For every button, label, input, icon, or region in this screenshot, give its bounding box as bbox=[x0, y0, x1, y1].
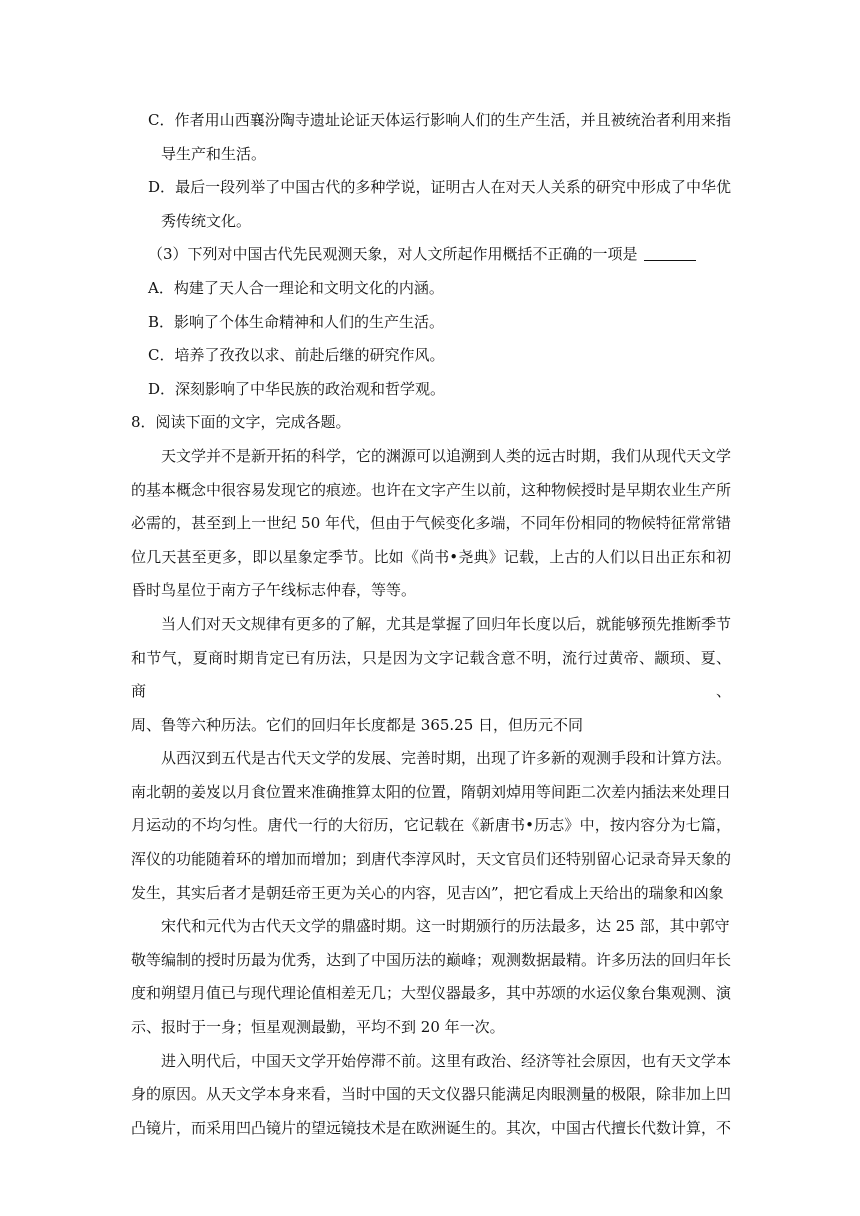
q8-p4-line2: 敬等编制的授时历最为优秀，达到了中国历法的巅峰；观测数据最精。许多历法的回归年长 bbox=[131, 950, 732, 969]
q7-sub3-option-a: A．构建了天人合一理论和文明文化的内涵。 bbox=[148, 278, 444, 297]
q7-sub3-option-d: D．深刻影响了中华民族的政治观和哲学观。 bbox=[148, 379, 446, 398]
q8-p2-line3: 周、鲁等六种历法。它们的回归年长度都是 365.25 日，但历元不同 bbox=[131, 715, 584, 734]
q8-p5-line2: 身的原因。从天文学本身来看，当时中国的天文仪器只能满足肉眼测量的极限，除非加上凹 bbox=[131, 1085, 732, 1104]
q7-sub3-option-b: B．影响了个体生命精神和人们的生产生活。 bbox=[148, 312, 445, 331]
document-content bbox=[131, 104, 731, 1145]
q8-p3-line1: 从西汉到五代是古代天文学的发展、完善时期，出现了许多新的观测手段和计算方法。 bbox=[161, 749, 732, 768]
q7-option-d-line2: 秀传统文化。 bbox=[161, 211, 252, 230]
q7-sub3-option-c: C．培养了孜孜以求、前赴后继的研究作风。 bbox=[148, 346, 445, 365]
q8-p3-line5: 发生，其实后者才是朝廷帝王更为关心的内容，见吉凶”，把它看成上天给出的瑞象和凶象 bbox=[131, 883, 724, 902]
q8-p2-line1: 当人们对天文规律有更多的了解，尤其是掌握了回归年长度以后，就能够预先推断季节 bbox=[161, 614, 732, 633]
q8-p3-line4: 浑仪的功能随着环的增加而增加；到唐代李淳风时，天文官员们还特别留心记录奇异天象的 bbox=[131, 850, 732, 869]
q7-sub3-stem: （3）下列对中国古代先民观测天象，对人文所起作用概括不正确的一项是 bbox=[148, 245, 638, 264]
q8-p4-line1: 宋代和元代为古代天文学的鼎盛时期。这一时期颁行的历法最多，达 25 部，其中郭守 bbox=[161, 917, 730, 936]
q7-sub3-stem-row bbox=[131, 238, 731, 272]
q8-p1-line4: 位几天甚至更多，即以星象定季节。比如《尚书•尧典》记载，上古的人们以日出正东和初 bbox=[131, 547, 731, 566]
q7-option-c-line2: 导生产和生活。 bbox=[161, 144, 267, 163]
q7-option-c-line1: C．作者用山西襄汾陶寺遗址论证天体运行影响人们的生产生活，并且被统治者利用来指 bbox=[148, 111, 731, 129]
q8-p3-line2: 南北朝的姜岌以月食位置来准确推算太阳的位置，隋朝刘焯用等间距二次差内插法来处理日 bbox=[131, 782, 732, 801]
q8-p3-line3: 月运动的不均匀性。唐代一行的大衍历，它记载在《新唐书•历志》中，按内容分为七篇， bbox=[131, 816, 731, 835]
q8-p2-line2: 和节气，夏商时期肯定已有历法，只是因为文字记载含意不明，流行过黄帝、颛顼、夏、商、 bbox=[131, 648, 731, 701]
q8-p1-line2: 的基本概念中很容易发现它的痕迹。也许在文字产生以前，这种物候授时是早期农业生产所 bbox=[131, 480, 732, 499]
q7-option-d-line1: D．最后一段列举了中国古代的多种学说，证明古人在对天人关系的研究中形成了中华优 bbox=[148, 178, 731, 197]
q8-p4-line4: 示、报时于一身；恒星观测最勤，平均不到 20 年一次。 bbox=[131, 1018, 505, 1037]
q8-title: 8．阅读下面的文字，完成各题。 bbox=[131, 413, 351, 432]
answer-blank[interactable] bbox=[644, 244, 696, 261]
q8-p1-line1: 天文学并不是新开拓的科学，它的渊源可以追溯到人类的远古时期，我们从现代天文学 bbox=[161, 446, 732, 465]
q8-p1-line5: 昏时鸟星位于南方子午线标志仲春，等等。 bbox=[131, 581, 417, 600]
q8-p5-line3: 凸镜片，而采用凹凸镜片的望远镜技术是在欧洲诞生的。其次，中国古代擅长代数计算，不 bbox=[131, 1118, 732, 1137]
q8-p1-line3: 必需的，甚至到上一世纪 50 年代，但由于气候变化多端，不同年份相同的物候特征常常错 bbox=[131, 514, 731, 533]
q8-p4-line3: 度和朔望月值已与现代理论值相差无几；大型仪器最多，其中苏颂的水运仪象台集观测、演 bbox=[131, 984, 732, 1003]
q8-p5-line1: 进入明代后，中国天文学开始停滞不前。这里有政治、经济等社会原因，也有天文学本 bbox=[161, 1051, 732, 1070]
